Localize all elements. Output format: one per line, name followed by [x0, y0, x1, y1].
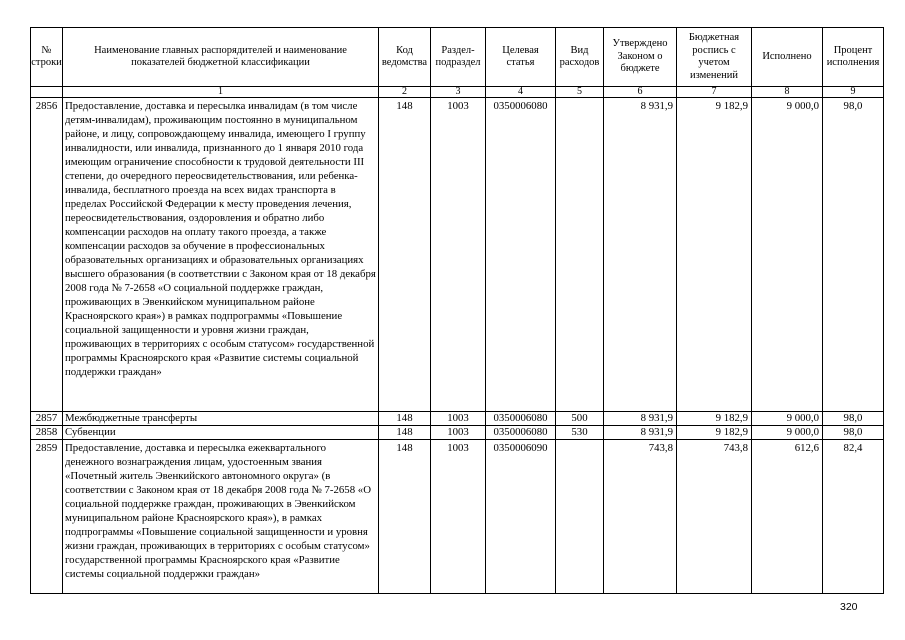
approved-amount: 8 931,9: [604, 426, 677, 440]
column-number-row: [31, 87, 884, 98]
column-number: 4: [486, 87, 556, 98]
executed-amount: 9 000,0: [752, 98, 823, 412]
row-number: 2858: [31, 426, 63, 440]
header-expense-type: Вид расходов: [556, 28, 604, 87]
budget-list-amount: 9 182,9: [677, 426, 752, 440]
page-number: 320: [840, 601, 858, 613]
target-item: 0350006090: [486, 440, 556, 594]
column-number: 5: [556, 87, 604, 98]
expense-type: [556, 98, 604, 412]
expense-type: 530: [556, 426, 604, 440]
target-item: 0350006080: [486, 412, 556, 426]
target-item: 0350006080: [486, 426, 556, 440]
section-code: 1003: [431, 412, 486, 426]
column-number: 6: [604, 87, 677, 98]
item-name: Межбюджетные трансферты: [63, 412, 379, 426]
target-item: 0350006080: [486, 98, 556, 412]
dept-code: 148: [379, 426, 431, 440]
approved-amount: 743,8: [604, 440, 677, 594]
header-approved: Утверждено Законом о бюджете: [604, 28, 677, 87]
header-section: Раздел-подраздел: [431, 28, 486, 87]
item-name: Субвенции: [63, 426, 379, 440]
column-number: 7: [677, 87, 752, 98]
execution-percent: 82,4: [823, 440, 884, 594]
header-name: Наименование главных распорядителей и наименование показателей бюджетной классификации: [63, 28, 379, 87]
header-budget-list: Бюджетная роспись с учетом изменений: [677, 28, 752, 87]
execution-percent: 98,0: [823, 98, 884, 412]
approved-amount: 8 931,9: [604, 98, 677, 412]
header-row: [31, 28, 884, 87]
header-percent: Процент исполнения: [823, 28, 884, 87]
column-number: 2: [379, 87, 431, 98]
dept-code: 148: [379, 412, 431, 426]
execution-percent: 98,0: [823, 426, 884, 440]
table-row: [31, 440, 884, 594]
expense-type: 500: [556, 412, 604, 426]
dept-code: 148: [379, 98, 431, 412]
header-executed: Исполнено: [752, 28, 823, 87]
executed-amount: 612,6: [752, 440, 823, 594]
header-row-number: № строки: [31, 28, 63, 87]
budget-list-amount: 9 182,9: [677, 412, 752, 426]
expense-type: [556, 440, 604, 594]
row-number: 2859: [31, 440, 63, 594]
section-code: 1003: [431, 440, 486, 594]
column-number: 1: [63, 87, 379, 98]
table-row: [31, 426, 884, 440]
budget-list-amount: 743,8: [677, 440, 752, 594]
header-dept-code: Код ведомства: [379, 28, 431, 87]
executed-amount: 9 000,0: [752, 412, 823, 426]
row-number: 2857: [31, 412, 63, 426]
table-row: [31, 98, 884, 412]
column-number-blank: [31, 87, 63, 98]
item-name: Предоставление, доставка и пересылка ежеквартального денежного вознаграждения лицам, удостоенным звания «Почетный житель Эвенкийского автономного округа» (в соответствии с Законом края от 18 декабря 2008 года № 7-2658 «О социальной поддержке граждан, проживающих в Эвенкийском муниципальном районе Красноярского края»), в рамках подпрограммы «Повышение социальной защищенности и уровня жизни граждан, проживающих в территориях с особым статусом» государственной программы Красноярского края «Развитие системы социальной поддержки граждан»: [63, 440, 379, 594]
column-number: 3: [431, 87, 486, 98]
execution-percent: 98,0: [823, 412, 884, 426]
table-row: [31, 412, 884, 426]
column-number: 8: [752, 87, 823, 98]
dept-code: 148: [379, 440, 431, 594]
header-target-item: Целевая статья: [486, 28, 556, 87]
executed-amount: 9 000,0: [752, 426, 823, 440]
row-number: 2856: [31, 98, 63, 412]
approved-amount: 8 931,9: [604, 412, 677, 426]
item-name: Предоставление, доставка и пересылка инвалидам (в том числе детям-инвалидам), проживающим постоянно в муниципальном районе, и лицу, сопровождающему инвалида, имеющего I группу инвалидности, или инвалида, признанного до 1 января 2010 года имеющим ограничение способности к трудовой деятельности III степени, до очередного переосвидетельствования, или ребенка-инвалида, бесплатного проезда на всех видах транспорта в пределах Российской Федерации к месту проведения лечения, переосвидетельствования, оздоровления и обратно либо компенсации расходов на оплату такого проезда, а также компенсации расходов за обучение в профессиональных образовательных организациях и образовательных организациях высшего образования (в соответствии с Законом края от 18 декабря 2008 года № 7-2658 «О социальной поддержке граждан, проживающих в Эвенкийском муниципальном районе Красноярского края») в рамках подпрограммы «Повышение социальной защищенности и уровня жизни граждан, проживающих в территориях с особым статусом» государственной программы Красноярского края «Развитие системы социальной поддержки граждан»: [63, 98, 379, 412]
section-code: 1003: [431, 98, 486, 412]
column-number: 9: [823, 87, 884, 98]
budget-table: [30, 27, 884, 594]
budget-list-amount: 9 182,9: [677, 98, 752, 412]
section-code: 1003: [431, 426, 486, 440]
